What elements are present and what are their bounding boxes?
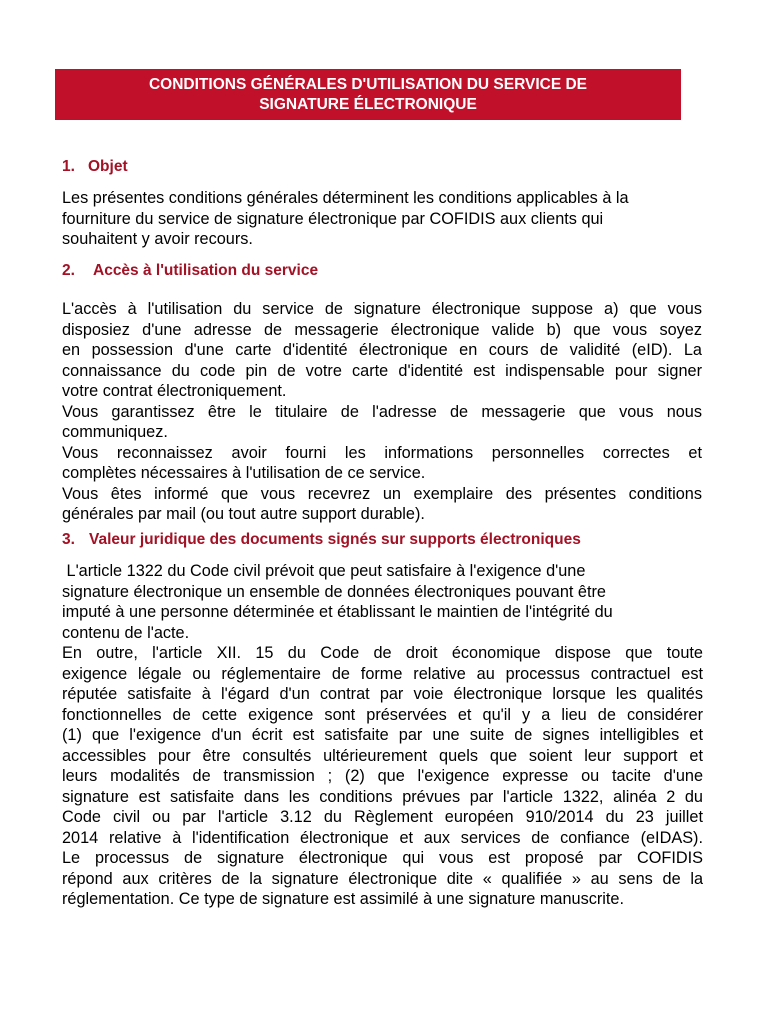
section-2-line: Vous garantissez être le titulaire de l'adresse de messagerie que vous nous xyxy=(62,402,702,421)
section-3-line: Le processus de signature électronique qui vous est proposé par COFIDIS xyxy=(62,849,703,867)
section-3-heading xyxy=(62,530,581,550)
title-line-2: SIGNATURE ÉLECTRONIQUE xyxy=(259,95,477,113)
section-3-body xyxy=(62,561,703,910)
section-3-line: accessibles pour être consultés ultérieurement quels que soient leur support et xyxy=(62,746,703,765)
section-1-heading xyxy=(62,157,128,177)
section-1-number: 1. xyxy=(62,158,75,175)
section-2-heading xyxy=(62,261,318,281)
section-3-number: 3. xyxy=(62,531,75,548)
section-3-line: réglementation. Ce type de signature est assimilé à une signature manuscrite. xyxy=(62,890,625,908)
section-3-line: signature électronique un ensemble de données électroniques pouvant être xyxy=(62,582,606,601)
section-3-line: (1) que l'exigence d'un écrit est satisfaite par une suite de signes intelligibles et xyxy=(62,726,703,744)
section-3-line: L'article 1322 du Code civil prévoit que peut satisfaire à l'exigence d'une xyxy=(62,562,586,580)
section-3-line: répond aux critères de la signature électronique dite « qualifiée » au sens de la xyxy=(62,869,703,888)
section-2-line: communiquez. xyxy=(62,423,168,441)
section-3-line: contenu de l'acte. xyxy=(62,623,190,642)
section-2-line: générales par mail (ou tout autre support durable). xyxy=(62,505,425,523)
section-3-title: Valeur juridique des documents signés sur supports électroniques xyxy=(89,531,581,548)
section-1-line: Les présentes conditions générales déterminent les conditions applicables à la xyxy=(62,189,629,207)
section-2-number: 2. xyxy=(62,262,75,279)
section-3-line: exigence légale ou réglementaire de forme relative au processus contractuel est xyxy=(62,664,703,683)
section-2-line: connaissance du code pin de votre carte d'identité est indispensable pour signer xyxy=(62,361,702,380)
section-1-title: Objet xyxy=(88,158,128,175)
section-3-line: En outre, l'article XII. 15 du Code de droit économique dispose que toute xyxy=(62,644,703,662)
section-1-line: souhaitent y avoir recours. xyxy=(62,230,253,248)
section-2-line: complètes nécessaires à l'utilisation de ce service. xyxy=(62,464,426,482)
section-2-line: L'accès à l'utilisation du service de signature électronique suppose a) que vous xyxy=(62,300,702,318)
title-line-1: CONDITIONS GÉNÉRALES D'UTILISATION DU SERVICE DE xyxy=(148,75,587,93)
section-1-line: fourniture du service de signature électronique par COFIDIS aux clients qui xyxy=(62,209,604,228)
section-3-line: fonctionnelles de cette exigence sont préservées et qu'il y a lieu de considérer xyxy=(62,705,703,724)
section-1-body xyxy=(62,188,702,250)
section-3-line: Code civil ou par l'article 3.12 du Règlement européen 910/2014 du 23 juillet xyxy=(62,808,703,826)
section-3-line: leurs modalités de transmission ; (2) que l'exigence expresse ou tacite d'une xyxy=(62,767,703,785)
section-2-body xyxy=(62,299,702,525)
section-2-line: votre contrat électroniquement. xyxy=(62,382,287,400)
section-2-line: en possession d'une carte d'identité électronique en cours de validité (eID). La xyxy=(62,341,702,359)
section-3-line: 2014 relative à l'identification électronique et aux services de confiance (eIDAS). xyxy=(62,828,703,847)
section-2-line: Vous êtes informé que vous recevrez un exemplaire des présentes conditions xyxy=(62,484,702,503)
section-2-title: Accès à l'utilisation du service xyxy=(93,262,319,279)
document-title-banner xyxy=(55,69,681,120)
section-2-line: Vous reconnaissez avoir fourni les informations personnelles correctes et xyxy=(62,443,702,462)
section-3-line: réputée satisfaite à l'égard d'un contrat par voie électronique lorsque les qualités xyxy=(62,685,703,703)
section-3-line: imputé à une personne déterminée et établissant le maintien de l'intégrité du xyxy=(62,603,613,621)
section-3-line: signature est satisfaite dans les conditions prévues par l'article 1322, alinéa 2 du xyxy=(62,787,703,806)
section-2-line: disposiez d'une adresse de messagerie électronique valide b) que vous soyez xyxy=(62,320,702,339)
